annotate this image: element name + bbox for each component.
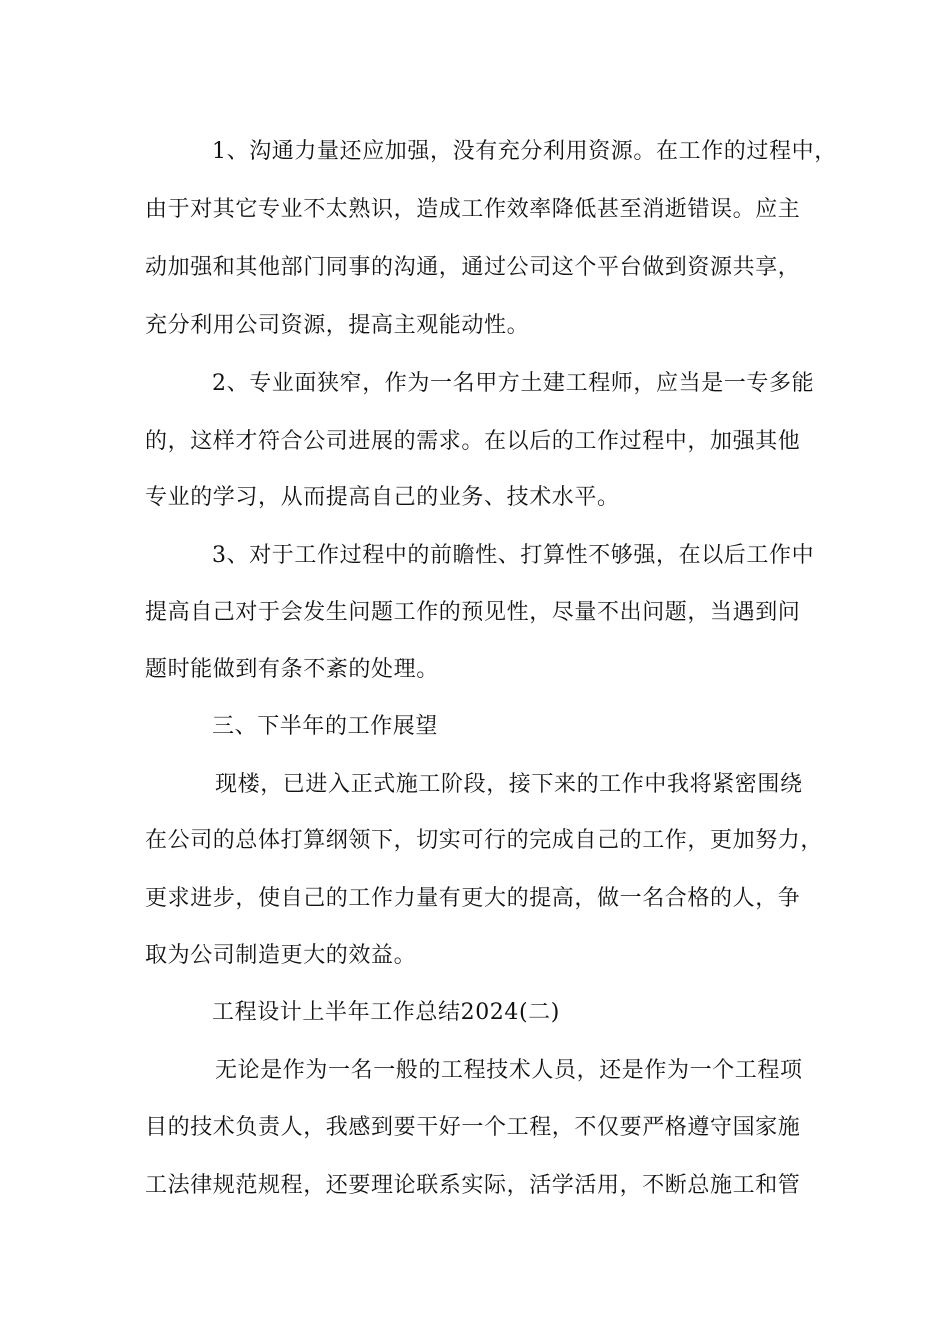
paragraph-4-line-2: 在公司的总体打算纲领下，切实可行的完成自己的工作，更加努力， [145,828,824,853]
paragraph-4-line-1: 现楼，已进入正式施工阶段，接下来的工作中我将紧密围绕 [215,772,803,797]
paragraph-5-line-1: 无论是作为一名一般的工程技术人员，还是作为一个工程项 [215,1058,803,1083]
section-heading: 三、下半年的工作展望 [212,714,439,739]
paragraph-2-line-2: 的，这样才符合公司进展的需求。在以后的工作过程中，加强其他 [145,429,801,454]
paragraph-4-line-4: 取为公司制造更大的效益。 [145,943,417,968]
paragraph-4-line-3: 更求进步，使自己的工作力量有更大的提高，做一名合格的人，争 [145,886,801,911]
paragraph-5-line-2: 目的技术负责人，我感到要干好一个工程，不仅要严格遵守国家施 [145,1115,801,1140]
paragraph-2-line-1: 2、专业面狭窄，作为一名甲方土建工程师，应当是一专多能 [212,371,815,396]
paragraph-1-line-2: 由于对其它专业不太熟识，造成工作效率降低甚至消逝错误。应主 [145,197,801,222]
document-subtitle: 工程设计上半年工作总结2024(二) [212,1000,560,1025]
paragraph-1-line-4: 充分利用公司资源，提高主观能动性。 [145,313,530,338]
paragraph-2-line-3: 专业的学习，从而提高自己的业务、技术水平。 [145,485,620,510]
paragraph-1-line-1: 1、沟通力量还应加强，没有充分利用资源。在工作的过程中， [212,139,837,164]
paragraph-3-line-3: 题时能做到有条不紊的处理。 [145,657,439,682]
paragraph-5-line-3: 工法律规范规程，还要理论联系实际，活学活用，不断总施工和管 [145,1173,801,1198]
paragraph-3-line-2: 提高自己对于会发生问题工作的预见性，尽量不出问题，当遇到问 [145,600,801,625]
paragraph-1-line-3: 动加强和其他部门同事的沟通，通过公司这个平台做到资源共享， [145,255,801,280]
paragraph-3-line-1: 3、对于工作过程中的前瞻性、打算性不够强，在以后工作中 [212,543,815,568]
